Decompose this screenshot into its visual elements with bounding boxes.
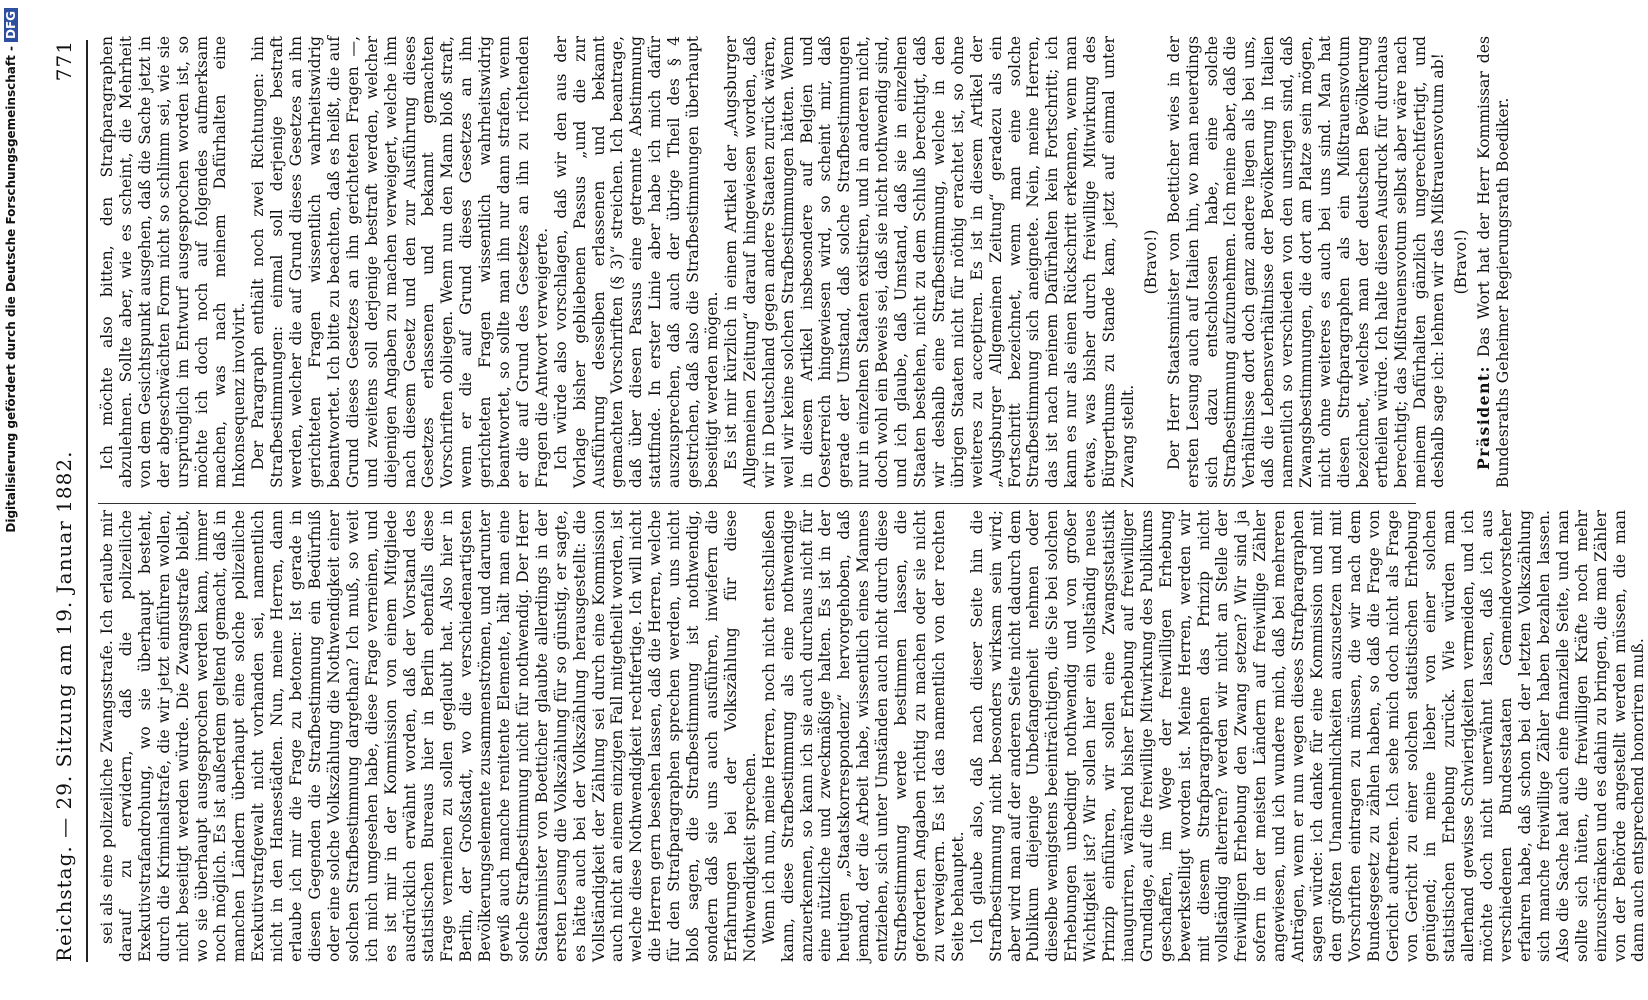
left-column: [98, 510, 1648, 962]
digitization-footer: [4, 8, 24, 988]
header-rule: [86, 40, 88, 962]
page-header: [52, 40, 92, 962]
paragraph: Es ist mir kürzlich in einem Artikel der „Augsburger Allgemeinen Zeitung“ darauf hingewiesen worden, daß wir in Deutschland gegen andere Staaten zurück wären, weil wir keine solchen Strafbestimmungen hätten. Wenn in diesem Artikel insbesondere auf Belgien und Oesterreich hingewiesen wird, so scheint mir, daß gerade der Umstand, daß solche Strafbestimmungen nur in einzelnen Staaten existiren, und in anderen nicht, doch wohl ein Beweis sei, daß sie nicht nothwendig sind, und ich glaube, daß Umstand, daß sie in einzelnen Staaten bestehen, nicht zu dem Schluß berechtigt, daß wir deshalb eine Strafbestimmung, welche in den übrigen Staaten nicht für nöthig erachtet ist, so ohne weiteres zu acceptiren. Es ist in diesem Artikel der „Augsburger Allgemeinen Zeitung“ geradezu als ein Fortschritt bezeichnet, wenn man eine solche Strafbestimmung sich aneignete. Nein, meine Herren, das ist nach meinem Dafürhalten kein Fortschritt; ich kann es nur als einen Rückschritt erkennen, wenn man etwas, was bisher durch freiwillige Mitwirkung des Bürgerthums zu Stande kam, jetzt auf einmal unter Zwang stellt.: [721, 36, 1137, 488]
paragraph: [1475, 36, 1513, 488]
paragraph: sei als eine polizeiliche Zwangsstrafe. Ich erlaube mir darauf zu erwidern, daß die polizeiliche Exekutivstrafandrohung, wo sie überhaupt besteht, durch die Kriminalstrafe, die wir jetzt einführen wollen, nicht beseitigt werden würde. Die Zwangsstrafe bleibt, wo sie überhaupt ausgesprochen werden kann, immer noch möglich. Es ist außerdem geltend gemacht, daß in manchen Ländern überhaupt eine solche polizeiliche Exekutivstrafgewalt nicht vorhanden sei, namentlich nicht in den Hansestädten. Nun, meine Herren, dann erlaube ich mir die Frage zu betonen: Ist gerade in diesen Gegenden die Strafbestimmung ein Bedürfniß oder eine solche Volkszählung die Nothwendigkeit einer solchen Strafbestimmung dargethan? Ich muß, so weit ich mich umgesehen habe, diese Frage verneinen, und es ist mir in der Kommission von einem Mitgliede ausdrücklich erwähnt worden, daß der Vorstand des statistischen Bureaus hier in Berlin ebenfalls diese Frage verneinen zu sollen geglaubt hat. Also hier in Berlin, der Großstadt, wo die verschiedenartigsten Bevölkerungselemente zusammenströmen, und darunter gewiß auch manche renitente Elemente, hält man eine solche Strafbestimmung nicht für nothwendig. Der Herr Staatsminister von Boetticher glaubte allerdings in der ersten Lesung die Volkszählung für so günstig, er sagte, es hätte auch bei der Volkszählung herausgestellt: die Vollständigkeit der Zählung sei durch eine Kommission auch nicht an einem einzigen Fall mitgetheilt worden, ist welche diese Nothwendigkeit rechtfertige. Ich will nicht die Herren gern besehen lassen, daß die Herren, welche für den Strafparagraphen sprechen werden, uns nicht bloß sagen, die Strafbestimmung ist nothwendig, sondern daß sie uns auch ausführen, inwiefern die Erfahrungen bei der Volkszählung für diese Nothwendigkeit sprechen.: [98, 510, 759, 962]
paragraph: Der Paragraph enthält noch zwei Richtungen: hin Strafbestimmungen: einmal soll derjenige bestraft werden, welcher die auf Grund dieses Gesetzes an ihn gerichteten Fragen wissentlich wahrheitswidrig beantwortet. Ich bitte zu beachten, daß es heißt, die auf Grund dieses Gesetzes an ihn gerichteten Fragen —, und zweitens soll derjenige bestraft werden, welcher diejenigen Angaben zu machen verweigert, welche ihm nach diesem Gesetz und den zur Ausführung dieses Gesetzes erlassenen und bekannt gemachten Vorschriften obliegen. Wenn nun den Mann bloß straft, wenn er die auf Grund dieses Gesetzes an ihn gerichteten Fragen wissentlich wahrheitswidrig beantwortet, so sollte man ihn nur dann strafen, wenn er die auf Grund des Gesetzes an ihn zu richtenden Fragen die Antwort verweigerte.: [249, 36, 551, 488]
paragraph: Ich möchte also bitten, den Strafparagraphen abzulehnen. Sollte aber, wie es scheint, die Mehrheit von dem Gesichtspunkt ausgehen, daß die Sache jetzt in der abgeschwächten Form nicht so schlimm sei, wie sie ursprünglich im Entwurf ausgesprochen worden ist, so möchte ich doch noch auf folgendes aufmerksam machen, was nach meinem Dafürhalten eine Inkonsequenz involvirt.: [98, 36, 249, 488]
page-number: 771: [52, 40, 76, 82]
speaker-text: Das Wort hat der Herr Kommissar des Bundesraths Geheimer Regierungsrath Boediker.: [1475, 36, 1513, 488]
right-column: [98, 36, 1513, 488]
column-divider: [98, 503, 1416, 504]
paragraph: Der Herr Staatsminister von Boetticher wies in der ersten Lesung auch auf Italien hin, wo man neuerdings sich dazu entschlossen habe, eine solche Strafbestimmung aufzunehmen. Ich meine aber, daß die Verhältnisse dort doch ganz andere liegen als bei uns, daß die Lebensverhältnisse der Bevölkerung in Italien namentlich so verschieden von den unsrigen sind, daß Zwangsbestimmungen, die dort am Platze sein mögen, nicht ohne weiteres es auch bei uns sind. Man hat diesen Strafparagraphen als ein Mißtrauensvotum bezeichnet, welches man der deutschen Bevölkerung ertheilen würde. Ich halte diesen Ausdruck für durchaus berechtigt; das Mißtrauensvotum selbst aber wäre nach meinem Dafürhalten gänzlich ungerechtfertigt, und deshalb sage ich: lehnen wir das Mißtrauensvotum ab!: [1164, 36, 1448, 488]
speaker-name: Präsident:: [1474, 365, 1494, 470]
dfg-logo: DFG: [4, 8, 18, 42]
header-title: Reichstag. — 29. Sitzung am 19. Januar 1882.: [52, 450, 76, 962]
paragraph: Ich würde also vorschlagen, daß wir den aus der Vorlage bisher gebliebenen Passus „und die zur Ausführung desselben erlassenen und bekannt gemachten Vorschriften (§ 3)“ streichen. Ich beantrage, daß über diesen Passus eine getrennte Abstimmung stattfinde. In erster Linie aber habe ich mich dafür auszusprechen, daß auch der übrige Theil des § 4 gestrichen, daß also die Strafbestimmungen überhaupt beseitigt werden mögen.: [551, 36, 721, 488]
applause-note: (Bravo!): [1141, 229, 1160, 295]
applause-note: (Bravo!): [1452, 229, 1471, 295]
footer-text: Digitalisierung gefördert durch die Deutsche Forschungsgemeinschaft -: [4, 46, 18, 533]
paragraph: Wenn ich nun, meine Herren, noch nicht entschließen kann, diese Strafbestimmung als eine nothwendige anzuerkennen, so kann ich sie auch durchaus nicht für eine nützliche und zweckmäßige halten. Es ist in der heutigen „Staatskorrespondenz“ hervorgehoben, daß jemand, der die Arbeit habe, wissentlich eines Mannes entziehen, sich unter Umständen auch nicht durch diese Strafbestimmung werde bestimmen lassen, die geforderten Angaben richtig zu machen oder sie nicht zu verweigern. Es ist das namentlich von der rechten Seite behauptet.: [759, 510, 967, 962]
paragraph: Ich glaube also, daß nach dieser Seite hin die Strafbestimmung nicht besonders wirksam sein wird; aber wird man auf der anderen Seite nicht dadurch dem Publikum diejenige Unbefangenheit nehmen oder dieselbe wenigstens beeinträchtigen, die Sie bei solchen Erhebungen unbedingt nothwendig und von großer Wichtigkeit ist? Wir sollen hier ein vollständig neues Prinzip einführen, wir sollen eine Zwangsstatistik inauguriren, während bisher Erhebung auf freiwilliger Grundlage, auf die freiwillige Mitwirkung des Publikums geschaffen, im Wege der freiwilligen Erhebung bewerkstelligt worden ist. Meine Herren, werden wir mit diesem Strafparagraphen das Prinzip nicht vollständig alteriren? werden wir nicht an Stelle der freiwilligen Erhebung den Zwang setzen? Wir sind ja sofern in der meisten Ländern auf freiwillige Zähler angewiesen, und ich wundere mich, daß bei mehreren Anträgen, wenn er nun wegen dieses Strafparagraphen sagen würde: ich danke für eine Kommission und mit den größten Unannehmlichkeiten auszusetzen und mit Vorschriften eintragen zu müssen, die wir nach dem Bundesgesetz zu zählen haben, so daß die Frage von Gericht auftreten. Ich sehe mich doch nicht als Frage von Gericht zu einer solchen statistischen Erhebung genügend; in meine lieber von einer solchen statistischen Erhebung zurück. Wie würden man allerhand gewisse Schwierigkeiten vermeiden, und ich möchte doch nicht unerwähnt lassen, daß ich aus verschiedenen Bundesstaaten Gemeindevorsteher erfahren habe, daß schon bei der letzten Volkszählung sich manche freiwillige Zähler haben bezahlen lassen. Also die Sache hat auch eine finanzielle Seite, und man sollte sich hüten, die freiwilligen Kräfte noch mehr einzuschränken und es dahin zu bringen, die man Zähler von der Behörde angestellt werden müssen, die man dann auch entsprechend honoriren muß.: [967, 510, 1648, 962]
